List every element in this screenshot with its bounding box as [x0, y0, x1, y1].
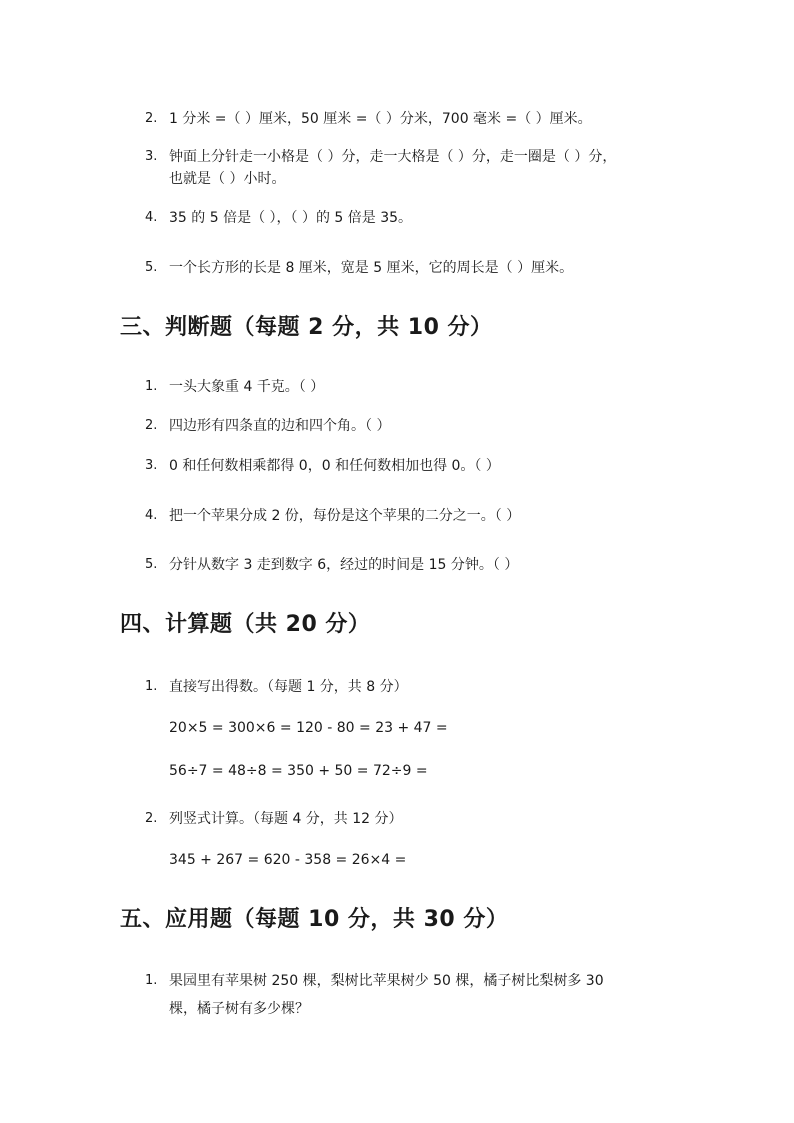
question-text: 钟面上分针走一小格是（ ）分，走一大格是（ ）分，走一圈是（ ）分， 也就是（ ）小时。 [169, 149, 617, 187]
question-number: 2. [145, 418, 158, 433]
question-number: 4. [145, 210, 158, 225]
question-number: 2. [145, 111, 158, 126]
section-heading-calculation: 四、计算题（共 20 分） [120, 612, 371, 637]
question-number: 3. [145, 458, 158, 473]
question-text: 0 和任何数相乘都得 0，0 和任何数相加也得 0。（ ） [169, 458, 500, 474]
question-number: 5. [145, 557, 158, 572]
question-number: 4. [145, 508, 158, 523]
question-number: 3. [145, 149, 158, 164]
question-text: 1 分米 =（ ）厘米，50 厘米 =（ ）分米，700 毫米 =（ ）厘米。 [169, 111, 592, 127]
oral-calculation-row-1: 20×5 = 300×6 = 120 - 80 = 23 + 47 = [169, 720, 448, 736]
question-text: 一头大象重 4 千克。（ ） [169, 379, 325, 395]
question-number: 1. [145, 379, 158, 394]
question-text: 直接写出得数。（每题 1 分，共 8 分） [169, 679, 408, 695]
question-text: 把一个苹果分成 2 份，每份是这个苹果的二分之一。（ ） [169, 508, 521, 524]
question-text: 列竖式计算。（每题 4 分，共 12 分） [169, 811, 403, 827]
question-text: 四边形有四条直的边和四个角。（ ） [169, 418, 391, 434]
section-heading-judgment: 三、判断题（每题 2 分，共 10 分） [120, 315, 493, 340]
vertical-calculation-row: 345 + 267 = 620 - 358 = 26×4 = [169, 852, 407, 868]
question-text: 35 的 5 倍是（ ），（ ）的 5 倍是 35。 [169, 210, 413, 226]
question-text: 果园里有苹果树 250 棵，梨树比苹果树少 50 棵，橘子树比梨树多 30 棵，橘子树有多少棵？ [169, 973, 604, 1017]
question-number: 1. [145, 973, 158, 988]
section-heading-application: 五、应用题（每题 10 分，共 30 分） [120, 907, 509, 932]
question-text: 一个长方形的长是 8 厘米，宽是 5 厘米，它的周长是（ ）厘米。 [169, 260, 574, 276]
oral-calculation-row-2: 56÷7 = 48÷8 = 350 + 50 = 72÷9 = [169, 763, 428, 779]
question-number: 1. [145, 679, 158, 694]
question-number: 5. [145, 260, 158, 275]
question-text: 分针从数字 3 走到数字 6，经过的时间是 15 分钟。（ ） [169, 557, 519, 573]
question-number: 2. [145, 811, 158, 826]
